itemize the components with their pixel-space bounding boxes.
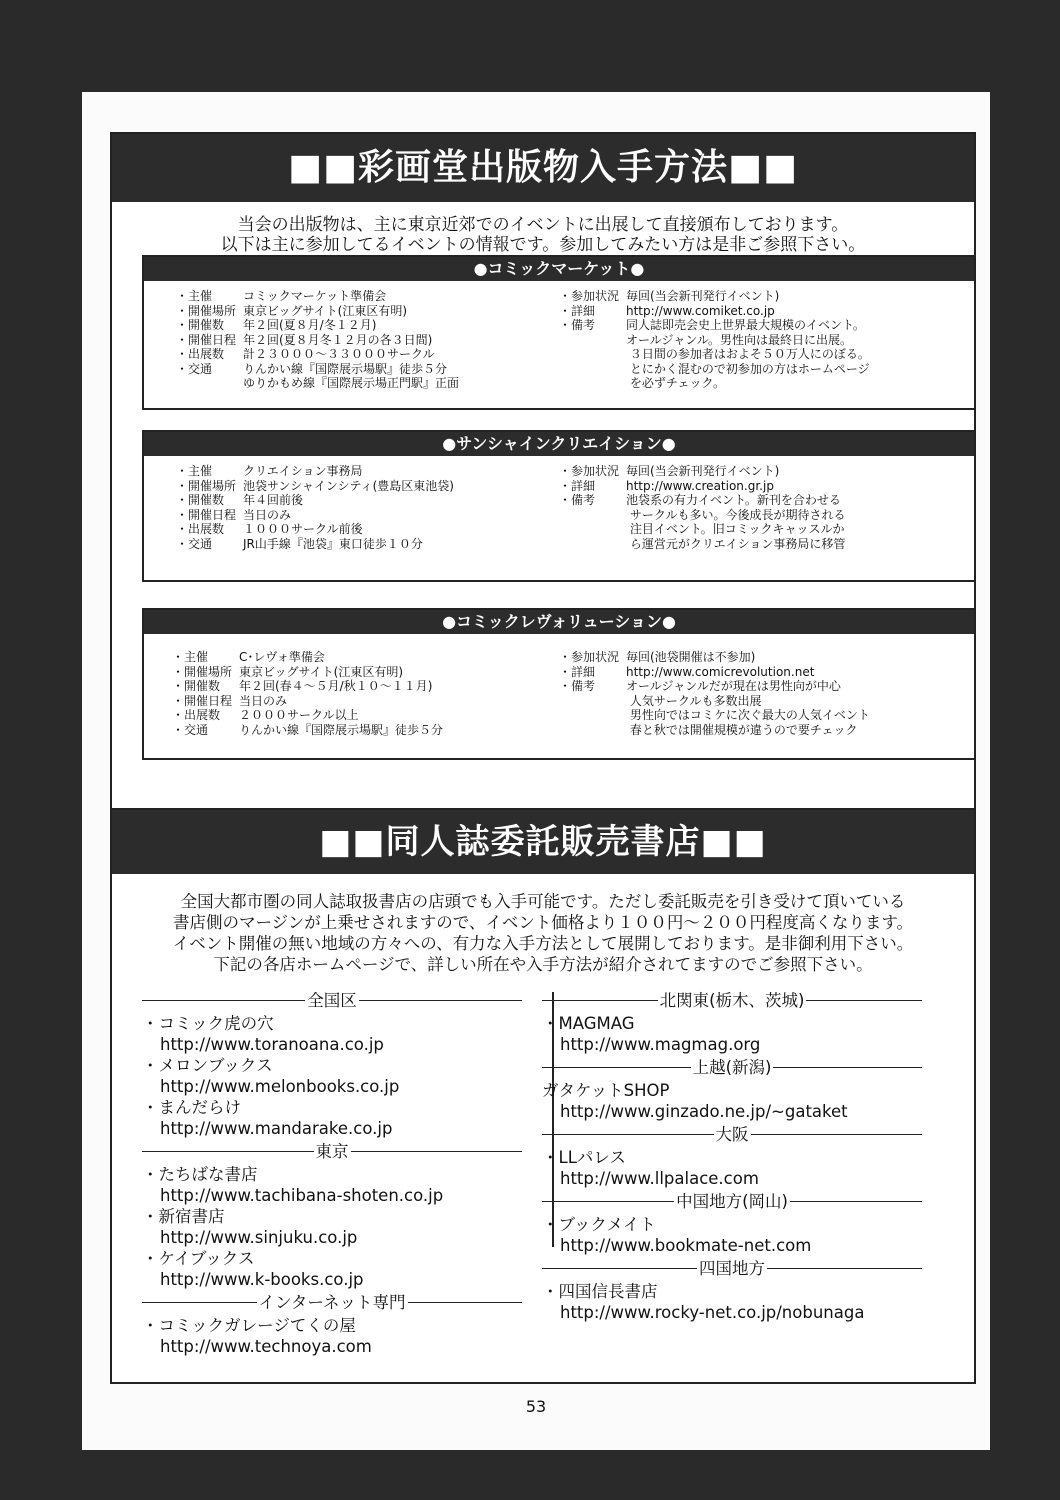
- store-name: ・たちばな書店: [142, 1165, 258, 1184]
- store-url[interactable]: http://www.sinjuku.co.jp: [160, 1228, 358, 1247]
- detail-value: http://www.comicrevolution.net: [626, 664, 815, 679]
- detail-key: [559, 333, 626, 348]
- detail-value: ３日間の参加者はおよそ５０万人にのぼる。: [626, 347, 870, 361]
- detail-row: [559, 318, 870, 333]
- detail-key: ・詳細: [559, 303, 596, 318]
- detail-key: ・開催日程: [172, 693, 233, 708]
- store-url[interactable]: http://www.rocky-net.co.jp/nobunaga: [560, 1303, 865, 1322]
- detail-value: 年２回(夏８月冬１２月の各３日間): [243, 332, 433, 347]
- store-url[interactable]: http://www.magmag.org: [560, 1035, 761, 1054]
- store-name: ・メロンブックス: [142, 1056, 273, 1075]
- store-name: ・新宿書店: [142, 1207, 225, 1226]
- intro-line: 全国大都市圏の同人誌取扱書店の店頭でも入手可能です。ただし委託販売を引き受けて頂いている: [180, 892, 906, 911]
- detail-key: [559, 347, 626, 362]
- detail-value: 年４回前後: [243, 493, 304, 507]
- store-name: ・ケイブックス: [142, 1249, 255, 1268]
- detail-key: ・備考: [559, 493, 596, 507]
- page-number: 53: [525, 1397, 547, 1416]
- detail-value: 年２回(夏８月/冬１２月): [243, 318, 377, 332]
- store-list-left: [142, 988, 522, 1357]
- event-left-details: [176, 464, 454, 551]
- detail-value: 東京ビッグサイト(江東区有明): [239, 664, 404, 679]
- region-label: インターネット専門: [258, 1293, 406, 1312]
- detail-key: ・開催場所: [176, 303, 237, 318]
- detail-key: [176, 376, 243, 391]
- section-intro: [112, 891, 974, 975]
- event-left-details: [176, 289, 459, 391]
- detail-value: ゆりかもめ線『国際展示場正門駅』正面: [243, 376, 460, 390]
- detail-key: ・開催場所: [176, 478, 237, 493]
- detail-key: [559, 694, 626, 709]
- detail-row: [172, 679, 443, 694]
- store-name: ・ブックメイト: [542, 1215, 656, 1234]
- detail-row: [176, 376, 459, 391]
- detail-value: 年２回(春４～５月/秋１０～１１月): [239, 679, 433, 693]
- detail-row: [559, 723, 870, 738]
- detail-key: [559, 376, 626, 391]
- region-label: 上越(新潟): [692, 1058, 772, 1077]
- detail-key: ・交通: [176, 536, 213, 551]
- store-url[interactable]: http://www.ginzado.ne.jp/~gataket: [560, 1102, 848, 1121]
- detail-key: ・交通: [172, 722, 209, 737]
- detail-value: C･レヴォ準備会: [239, 650, 325, 664]
- detail-key: ・主催: [172, 650, 209, 664]
- region-heading: [142, 1292, 522, 1313]
- event-right-details: [559, 289, 870, 391]
- event-title: ●コミックレヴォリューション●: [144, 610, 974, 634]
- detail-row: [559, 347, 870, 362]
- region-label: 東京: [315, 1142, 349, 1161]
- detail-row: [176, 333, 459, 348]
- detail-row: [176, 508, 454, 523]
- detail-key: ・開催日程: [176, 507, 237, 522]
- region-label: 北関東(栃木、茨城): [659, 991, 805, 1010]
- region-heading: [142, 990, 522, 1011]
- detail-key: ・参加状況: [559, 650, 620, 664]
- detail-key: [559, 708, 626, 723]
- detail-row: [176, 318, 459, 333]
- detail-row: [176, 347, 459, 362]
- detail-row: [559, 694, 870, 709]
- detail-row: [559, 376, 870, 391]
- store-url[interactable]: http://www.toranoana.co.jp: [160, 1035, 384, 1054]
- detail-value: ら運営元がクリエイション事務局に移管: [626, 536, 846, 551]
- detail-value: 男性向ではコミケに次ぐ最大の人気イベント: [626, 708, 870, 722]
- detail-key: ・主催: [176, 464, 213, 478]
- detail-key: ・開催数: [172, 679, 221, 693]
- section-intro: [112, 215, 974, 255]
- detail-row: [176, 464, 454, 479]
- detail-value: 計２３０００～３３０００サークル: [243, 347, 435, 361]
- store-name: ・MAGMAG: [542, 1014, 635, 1033]
- store-url[interactable]: http://www.llpalace.com: [560, 1169, 759, 1188]
- detail-row: [559, 479, 845, 494]
- region-heading: [142, 1141, 522, 1162]
- intro-line: 当会の出版物は、主に東京近郊でのイベントに出展して直接頒布しております。: [237, 215, 849, 235]
- section-title-bar: [112, 810, 974, 874]
- region-label: 大阪: [715, 1125, 749, 1144]
- detail-key: [559, 522, 626, 537]
- detail-key: ・参加状況: [559, 289, 620, 303]
- event-title: ●コミックマーケット●: [144, 257, 974, 281]
- detail-row: [176, 304, 459, 319]
- detail-value: コミックマーケット準備会: [243, 289, 387, 303]
- store-url[interactable]: http://www.mandarake.co.jp: [160, 1119, 393, 1138]
- detail-value: ２０００サークル以上: [239, 708, 359, 722]
- detail-value: http://www.comiket.co.jp: [626, 303, 775, 318]
- event-box-sunshine-creation: [142, 430, 976, 582]
- store-name: ガタケットSHOP: [542, 1081, 670, 1100]
- intro-line: 書店側のマージンが上乗せされますので、イベント価格より１００円～２００円程度高くなります。: [172, 913, 914, 932]
- detail-value: 毎回(当会新刊発行イベント): [626, 289, 780, 303]
- detail-row: [172, 650, 443, 665]
- region-heading: [542, 1057, 922, 1078]
- intro-line: 以下は主に参加してるイベントの情報です。参加してみたい方は是非ご参照下さい。: [220, 235, 866, 255]
- detail-value: 同人誌即売会史上世界最大規模のイベント。: [626, 318, 865, 332]
- region-heading: [542, 1124, 922, 1145]
- detail-row: [172, 694, 443, 709]
- detail-row: [172, 665, 443, 680]
- detail-row: [559, 679, 870, 694]
- detail-key: ・出展数: [176, 522, 225, 536]
- detail-row: [176, 522, 454, 537]
- detail-key: ・参加状況: [559, 464, 620, 478]
- region-heading: [542, 990, 922, 1011]
- detail-value: 当日のみ: [239, 693, 288, 708]
- detail-row: [559, 493, 845, 508]
- detail-value: JR山手線『池袋』東口徒歩１０分: [243, 536, 423, 551]
- event-title: ●サンシャインクリエイション●: [144, 432, 974, 456]
- region-heading: [542, 1258, 922, 1279]
- detail-key: [559, 723, 626, 738]
- detail-row: [559, 537, 845, 552]
- detail-value: １０００サークル前後: [243, 522, 363, 536]
- detail-row: [559, 362, 870, 377]
- detail-row: [559, 333, 870, 348]
- detail-value: 春と秋では開催規模が違うので要チェック: [626, 722, 858, 737]
- detail-value: りんかい線『国際展示場駅』徒歩５分: [239, 722, 444, 737]
- store-name: ・四国信長書店: [542, 1282, 658, 1301]
- detail-key: [559, 508, 626, 523]
- section-title-bar: [112, 134, 974, 202]
- detail-value: オールジャンルだが現在は男性向が中心: [626, 679, 841, 693]
- detail-row: [176, 362, 459, 377]
- section-event-info: [110, 132, 976, 840]
- detail-value: 当日のみ: [243, 507, 292, 522]
- detail-value: 注目イベント。旧コミックキャッスルか: [626, 522, 845, 536]
- store-name: ・コミック虎の穴: [142, 1014, 274, 1033]
- detail-value: クリエイション事務局: [243, 464, 363, 478]
- detail-row: [176, 493, 454, 508]
- detail-value: とにかく混むので初参加の方はホームページ: [626, 361, 870, 376]
- detail-row: [559, 522, 845, 537]
- intro-line: イベント開催の無い地域の方々への、有力な入手方法として展開しております。是非御利用下さい。: [172, 934, 914, 953]
- store-url[interactable]: http://www.k-books.co.jp: [160, 1270, 364, 1289]
- detail-row: [559, 464, 845, 479]
- detail-key: ・開催日程: [176, 332, 237, 347]
- detail-key: ・備考: [559, 318, 596, 332]
- detail-key: ・開催数: [176, 493, 225, 507]
- detail-row: [176, 479, 454, 494]
- detail-value: 人気サークルも多数出展: [626, 693, 762, 708]
- event-right-details: [559, 464, 845, 551]
- detail-value: サークルも多い。今後成長が期待される: [626, 507, 846, 522]
- store-name: ・LLパレス: [542, 1148, 626, 1167]
- section-title: ■■同人誌委託販売書店■■: [319, 822, 767, 862]
- detail-row: [172, 708, 443, 723]
- detail-key: ・出展数: [172, 708, 221, 722]
- detail-key: ・開催場所: [172, 664, 233, 679]
- store-url[interactable]: http://www.melonbooks.co.jp: [160, 1077, 400, 1096]
- detail-key: ・開催数: [176, 318, 225, 332]
- event-left-details: [172, 650, 443, 737]
- detail-row: [559, 289, 870, 304]
- detail-value: 毎回(当会新刊発行イベント): [626, 464, 780, 478]
- region-heading: [542, 1191, 922, 1212]
- detail-value: を必ずチェック。: [626, 376, 725, 390]
- detail-row: [559, 304, 870, 319]
- detail-row: [559, 665, 870, 680]
- detail-value: オールジャンル。男性向は最終日に出展。: [626, 332, 852, 347]
- section-title: ■■彩画堂出版物入手方法■■: [287, 147, 799, 188]
- detail-key: ・出展数: [176, 347, 225, 361]
- store-url[interactable]: http://www.bookmate-net.com: [560, 1236, 812, 1255]
- detail-value: http://www.creation.gr.jp: [626, 478, 774, 493]
- detail-key: ・詳細: [559, 478, 596, 493]
- event-box-comiket: [142, 255, 976, 410]
- intro-line: 下記の各店ホームページで、詳しい所在や入手方法が紹介されてますのでご参照下さい。: [213, 955, 873, 974]
- detail-value: 池袋系の有力イベント。新刊を合わせる: [626, 493, 841, 507]
- detail-value: 毎回(池袋開催は不参加): [626, 650, 756, 664]
- event-box-comic-revolution: [142, 608, 976, 760]
- detail-key: ・主催: [176, 289, 213, 303]
- detail-row: [176, 537, 454, 552]
- detail-key: [559, 362, 626, 377]
- detail-key: ・備考: [559, 679, 596, 693]
- region-label: 全国区: [307, 991, 357, 1010]
- detail-row: [176, 289, 459, 304]
- store-name: ・コミックガレージてくの屋: [142, 1316, 356, 1335]
- detail-value: りんかい線『国際展示場駅』徒歩５分: [243, 361, 448, 376]
- detail-row: [559, 650, 870, 665]
- detail-row: [559, 508, 845, 523]
- detail-key: ・詳細: [559, 664, 596, 679]
- store-name: ・まんだらけ: [142, 1098, 241, 1117]
- page-paper: [82, 92, 990, 1450]
- detail-value: 東京ビッグサイト(江東区有明): [243, 303, 408, 318]
- detail-key: [559, 537, 626, 552]
- detail-row: [172, 723, 443, 738]
- store-url[interactable]: http://www.tachibana-shoten.co.jp: [160, 1186, 444, 1205]
- event-right-details: [559, 650, 870, 737]
- section-bookstores: [110, 808, 976, 1384]
- store-url[interactable]: http://www.technoya.com: [160, 1337, 372, 1356]
- detail-value: 池袋サンシャインシティ(豊島区東池袋): [243, 478, 454, 493]
- region-label: 中国地方(岡山): [676, 1192, 788, 1211]
- detail-row: [559, 708, 870, 723]
- store-list-right: [542, 988, 922, 1323]
- detail-key: ・交通: [176, 361, 213, 376]
- region-label: 四国地方: [699, 1259, 765, 1278]
